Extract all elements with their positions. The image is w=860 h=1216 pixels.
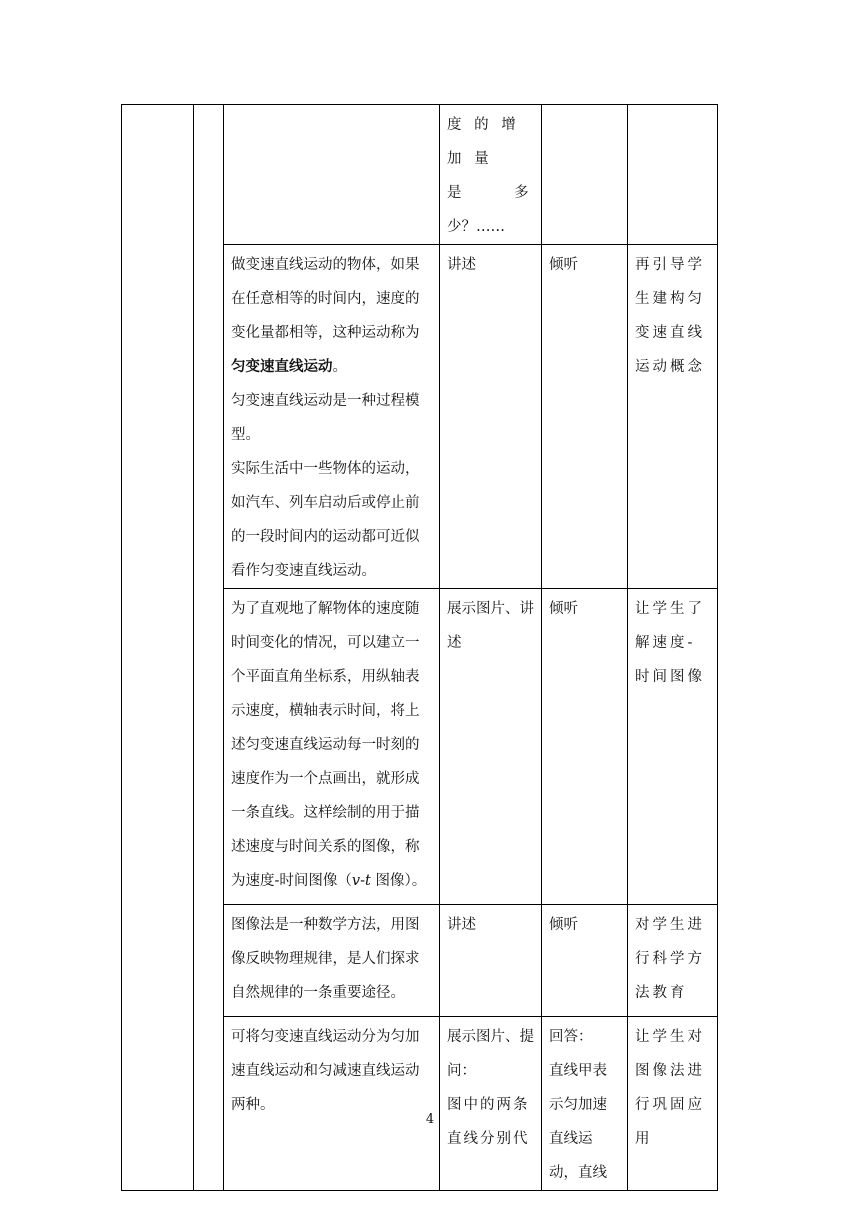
method-cell: 讲述 <box>440 245 542 589</box>
method-line: 度 的 增 加 量 <box>447 117 520 167</box>
content-paragraph: 匀变速直线运动是一种过程模型。 <box>231 393 420 443</box>
student-cell: 倾听 <box>542 905 628 1017</box>
method-cell: 讲述 <box>440 905 542 1017</box>
key-term: 匀变速直线运动 <box>231 358 333 375</box>
sub-stage-cell <box>194 105 224 1191</box>
lesson-plan-table <box>121 104 718 1191</box>
content-cell: 可将匀变速直线运动分为匀加速直线运动和匀减速直线运动两种。 <box>224 1017 440 1191</box>
method-cell: 展示图片、提问： 图中的两条直线分别代 <box>440 1017 542 1191</box>
method-line: 是 多 <box>447 185 529 201</box>
page-number: 4 <box>425 1112 435 1127</box>
content-paragraph: 做变速直线运动的物体，如果在任意相等的时间内，速度的变化量都相等，这种运动称为匀变速直线运动。 <box>231 257 420 375</box>
content-cell <box>224 589 440 905</box>
content-cell <box>224 245 440 589</box>
table-row <box>122 105 718 245</box>
time-symbol: t <box>365 873 371 889</box>
purpose-cell: 对学生进行科学方法教育 <box>628 905 718 1017</box>
purpose-cell: 再引导学生建构匀变速直线运动概念 <box>628 245 718 589</box>
student-cell: 倾听 <box>542 589 628 905</box>
purpose-cell: 让学生对图像法进行巩固应用 <box>628 1017 718 1191</box>
student-cell <box>542 105 628 245</box>
stage-cell <box>122 105 194 1191</box>
method-line: 少？…… <box>447 219 505 235</box>
content-paragraph: 为了直观地了解物体的速度随时间变化的情况，可以建立一个平面直角坐标系，用纵轴表示速度，横轴表示时间，将上述匀变速直线运动每一时刻的速度作为一个点画出，就形成一条直线。这样绘制的用于描述速度与时间关系的图像，称为速度-时间图像（v-t 图像）。 <box>231 601 427 889</box>
method-cell <box>440 105 542 245</box>
purpose-cell: 让学生了解速度-时间图像 <box>628 589 718 905</box>
method-cell: 展示图片、讲述 <box>440 589 542 905</box>
purpose-cell <box>628 105 718 245</box>
content-paragraph: 实际生活中一些物体的运动，如汽车、列车启动后或停止前的一段时间内的运动都可近似看作匀变速直线运动。 <box>231 461 420 579</box>
student-cell: 回答： 直线甲表示匀加速直线运动，直线 <box>542 1017 628 1191</box>
student-cell: 倾听 <box>542 245 628 589</box>
content-cell: 图像法是一种数学方法，用图像反映物理规律，是人们探求自然规律的一条重要途径。 <box>224 905 440 1017</box>
content-cell <box>224 105 440 245</box>
velocity-symbol: v <box>351 873 361 889</box>
